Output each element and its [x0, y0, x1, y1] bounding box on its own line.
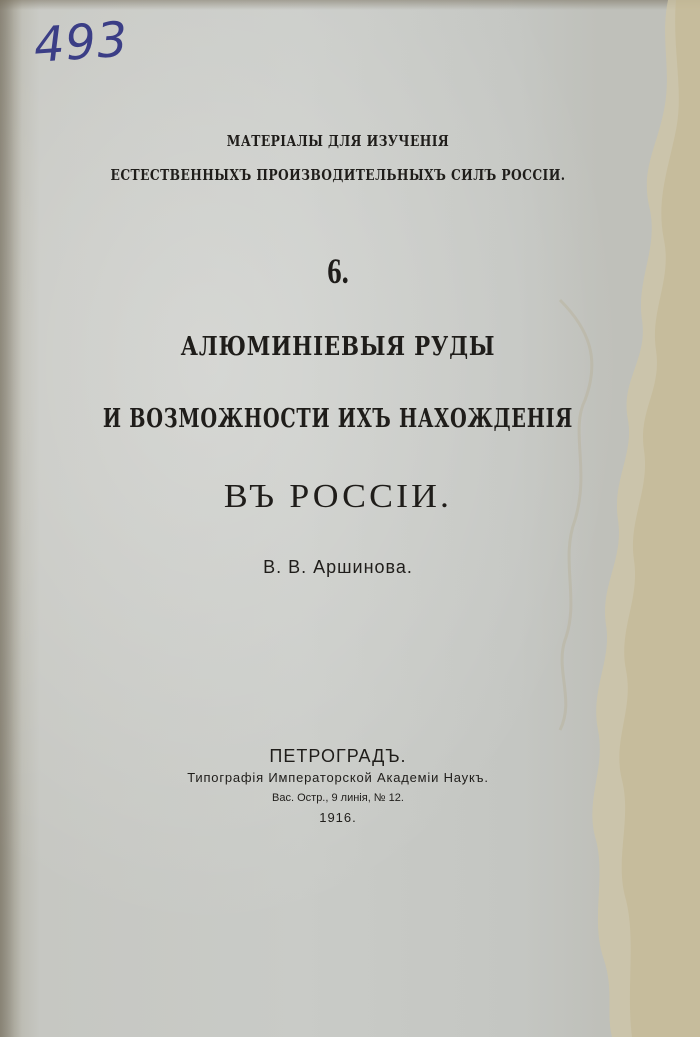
publication-year: 1916. [319, 810, 357, 825]
series-title-line2: ЕСТЕСТВЕННЫХЪ ПРОИЗВОДИТЕЛЬНЫХЪ СИЛЪ РОССIИ. [110, 166, 566, 184]
series-title-line1: МАТЕРIАЛЫ ДЛЯ ИЗУЧЕНIЯ [226, 132, 450, 150]
title-line1: АЛЮМИНIЕВЫЯ РУДЫ [180, 332, 496, 362]
printer-name: Типографiя Императорской Академiи Наукъ. [187, 770, 489, 785]
author-name: В. В. Аршинова. [263, 557, 413, 577]
paper-top-shadow [0, 0, 700, 10]
title-line2: И ВОЗМОЖНОСТИ ИХЪ НАХОЖДЕНIЯ [102, 404, 574, 434]
publication-city: ПЕТРОГРАДЪ. [269, 746, 407, 766]
handwritten-number: 493 [32, 11, 131, 74]
paper-left-edge [0, 0, 22, 1037]
issue-number: 6. [327, 251, 349, 291]
printer-address: Вас. Остр., 9 линiя, № 12. [272, 792, 404, 804]
title-line3: ВЪ РОССIИ. [223, 478, 453, 515]
